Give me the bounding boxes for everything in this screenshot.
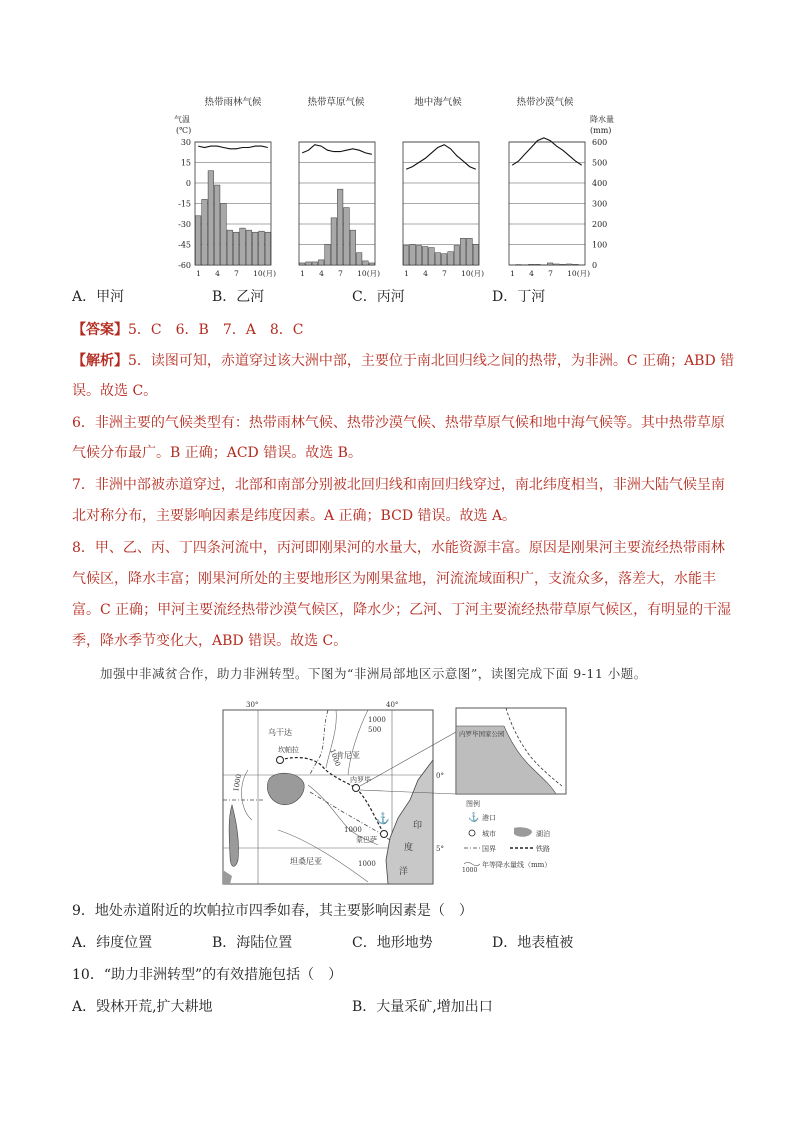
precip-bar	[202, 199, 208, 265]
precip-bar	[422, 247, 428, 265]
option-d-top[interactable]: D．丁河	[492, 289, 546, 305]
legend-isohyet-value: 1000	[462, 867, 478, 874]
legend-lake-icon	[514, 827, 532, 837]
temperature-line	[406, 145, 476, 170]
precip-bar	[306, 262, 312, 265]
precip-bar	[441, 254, 447, 265]
isohyet-label-2: 500	[368, 726, 382, 734]
x-tick-label: 7	[338, 269, 343, 278]
analysis-line-1	[72, 350, 734, 372]
city-mombasa	[381, 831, 388, 838]
option-a-top[interactable]: A．甲河	[72, 289, 125, 305]
precip-bar	[403, 246, 409, 265]
precip-bar	[448, 252, 454, 265]
precip-bar	[560, 264, 566, 265]
precip-bar	[240, 228, 246, 265]
precip-bar	[265, 232, 271, 265]
precip-axis-unit: (mm)	[590, 126, 612, 135]
analysis-line-7: 8．甲、乙、丙、丁四条河流中，丙河即刚果河的水量大，水能资源丰富。原因是刚果河主要流经热带雨林	[72, 540, 725, 556]
intro-text: 加强中非减贫合作，助力非洲转型。下图为“非洲局部地区示意图”，读图完成下面 9-11 小题。	[100, 666, 647, 681]
label-tanzania: 坦桑尼亚	[290, 857, 322, 866]
isohyet-label-4: 1000	[232, 773, 244, 793]
precip-bar	[369, 263, 375, 265]
precip-bar	[350, 230, 356, 265]
precip-tick-label: 400	[592, 179, 608, 188]
q10-option-a[interactable]: A．毁林开荒,扩大耕地	[72, 999, 213, 1015]
x-tick-label: 7	[234, 269, 239, 278]
temp-tick-label: -15	[178, 199, 191, 209]
temp-axis-label: 气温	[174, 115, 190, 124]
q9-stem: 9．地处赤道附近的坎帕拉市四季如春，其主要影响因素是（ ）	[72, 903, 473, 919]
legend-port: 港口	[482, 814, 496, 822]
analysis-line-10: 季，降水季节变化大，ABD 错误。故选 C。	[72, 633, 348, 649]
label-mombasa: 蒙巴萨	[356, 836, 377, 844]
q9-option-b[interactable]: B．海陆位置	[212, 935, 293, 951]
precip-bar	[573, 264, 579, 265]
precip-bar	[259, 231, 265, 265]
analysis-line-4: 气候分布最广。B 正确；ACD 错误。故选 B。	[72, 445, 362, 461]
precip-bar	[435, 253, 441, 265]
precip-tick-label: 500	[592, 158, 608, 168]
chart-title-rainforest: 热带雨林气候	[204, 97, 262, 108]
precip-bar	[454, 246, 460, 265]
legend-title: 图例	[466, 800, 480, 808]
x-tick-label: 7	[442, 269, 447, 278]
climate-charts	[170, 90, 620, 285]
precip-bar	[299, 263, 305, 265]
temp-axis-unit: (℃)	[176, 126, 192, 135]
precip-bar	[221, 204, 227, 266]
inset-title: 内罗毕国家公园	[459, 730, 505, 738]
precip-bar	[246, 230, 252, 265]
analysis-line-5: 7．非洲中部被赤道穿过，北部和南部分别被北回归线和南回归线穿过，南北纬度相当，非洲大陆气候呈南	[72, 477, 725, 493]
city-nairobi	[353, 785, 360, 792]
analysis-text-1: 5．读图可知，赤道穿过该大洲中部，主要位于南北回归线之间的热带，为非洲。C 正确；ABD 错	[128, 353, 735, 369]
port-icon: ⚓	[376, 812, 390, 825]
label-ocean-2: 度	[404, 843, 414, 853]
x-tick-label: 4	[319, 269, 324, 278]
temp-tick-label: 15	[180, 158, 191, 168]
legend-city: 城市	[482, 830, 496, 838]
precip-bar	[429, 248, 435, 265]
temperature-line	[198, 146, 268, 149]
analysis-label: 【解析】	[72, 353, 128, 369]
legend-port-icon: ⚓	[468, 813, 480, 823]
x-tick-label: 10(月)	[357, 269, 381, 278]
answer-text: 5．C 6．B 7．A 8．C	[128, 322, 304, 338]
legend-border: 国界	[482, 845, 496, 853]
label-kampala: 坎帕拉	[278, 746, 299, 754]
isohyet-label-1: 1000	[368, 716, 386, 724]
precip-bar	[528, 264, 534, 265]
isohyet-label-3: 1000	[328, 747, 342, 768]
temp-tick-label: -30	[178, 220, 191, 229]
lat-label-0: 0°	[436, 772, 444, 780]
label-uganda: 乌干达	[268, 728, 292, 737]
analysis-line-8: 气候区，降水丰富；刚果河所处的主要地形区为刚果盆地，河流流域面积广，支流众多，落差大，水能丰	[72, 571, 716, 587]
q9-option-a[interactable]: A．纬度位置	[72, 935, 153, 951]
label-ocean-1: 印	[413, 821, 423, 831]
precip-bar	[227, 230, 233, 265]
lon-label-30: 30°	[246, 701, 259, 709]
x-tick-label: 10(月)	[253, 269, 277, 278]
label-kenya: 肯尼亚	[336, 751, 360, 760]
precip-bar	[195, 216, 201, 265]
legend-isohyet: 年等降水量线（mm）	[482, 861, 552, 869]
q10-stem: 10．“助力非洲转型”的有效措施包括（ ）	[72, 967, 343, 983]
q9-option-d[interactable]: D．地表植被	[492, 935, 574, 951]
precip-bar	[554, 264, 560, 265]
precip-bar	[337, 189, 343, 265]
lat-label-5: 5°	[436, 845, 444, 853]
precip-bar	[467, 238, 473, 265]
chart-title-savanna: 热带草原气候	[307, 97, 365, 108]
precip-bar	[473, 245, 479, 266]
precip-bar	[535, 264, 541, 265]
precip-bar	[214, 185, 220, 265]
x-tick-label: 4	[215, 269, 220, 278]
lon-label-40: 40°	[386, 701, 399, 709]
precip-bar	[460, 238, 466, 265]
precip-axis-label: 降水量	[590, 115, 614, 124]
precip-bar	[356, 253, 362, 265]
option-b-top[interactable]: B．乙河	[212, 289, 265, 305]
chart-title-mediterranean: 地中海气候	[414, 97, 462, 108]
precip-bar	[312, 262, 318, 265]
temp-tick-label: -60	[178, 261, 191, 270]
analysis-line-2: 误。故选 C。	[72, 383, 158, 399]
q10-option-b[interactable]: B．大量采矿,增加出口	[352, 999, 493, 1015]
label-ocean-3: 洋	[399, 867, 409, 877]
temp-tick-label: 0	[185, 179, 191, 188]
legend-city-icon	[469, 830, 475, 836]
analysis-line-6: 北对称分布，主要影响因素是纬度因素。A 正确；BCD 错误。故选 A。	[72, 508, 517, 524]
legend-railway: 铁路	[536, 845, 550, 853]
temp-tick-label: 30	[180, 138, 191, 147]
x-tick-label: 10(月)	[461, 269, 485, 278]
answer-line	[72, 319, 303, 341]
x-tick-label: 1	[196, 269, 201, 278]
precip-bar	[252, 232, 258, 265]
isohyet-label-5: 1000	[344, 826, 362, 834]
precip-bar	[344, 208, 350, 265]
label-nairobi: 内罗毕	[350, 776, 371, 784]
precip-bar	[547, 263, 553, 265]
temperature-line	[302, 145, 372, 155]
city-kampala	[277, 757, 284, 764]
precip-bar	[331, 218, 337, 265]
precip-bar	[318, 260, 324, 265]
analysis-line-9: 富。C 正确；甲河主要流经热带沙漠气候区，降水少；乙河、丁河主要流经热带草原气候区，有明显的干湿	[72, 602, 732, 618]
x-tick-label: 7	[548, 269, 553, 278]
precip-tick-label: 0	[592, 261, 598, 270]
q9-option-c[interactable]: C．地形地势	[352, 935, 433, 951]
legend-lake: 湖泊	[536, 830, 550, 838]
precip-bar	[410, 245, 416, 266]
x-tick-label: 4	[423, 269, 428, 278]
precip-bar	[233, 232, 239, 265]
chart-title-desert: 热带沙漠气候	[516, 97, 574, 108]
precip-bar	[566, 264, 572, 265]
precip-tick-label: 600	[592, 138, 608, 147]
africa-map-figure	[218, 700, 570, 890]
x-tick-label: 10(月)	[567, 269, 591, 278]
precip-bar	[208, 171, 214, 265]
precip-tick-label: 300	[592, 199, 608, 209]
precip-tick-label: 200	[592, 220, 608, 229]
x-tick-label: 1	[300, 269, 305, 278]
precip-bar	[363, 261, 369, 265]
x-tick-label: 4	[529, 269, 534, 278]
precip-bar	[325, 245, 331, 266]
answer-label: 【答案】	[72, 322, 128, 338]
option-c-top[interactable]: C．丙河	[352, 289, 405, 305]
x-tick-label: 1	[404, 269, 409, 278]
isohyet-label-6: 1000	[358, 860, 376, 868]
precip-tick-label: 100	[592, 240, 608, 250]
x-tick-label: 1	[510, 269, 515, 278]
temp-tick-label: -45	[178, 240, 191, 250]
analysis-line-3: 6．非洲主要的气候类型有：热带雨林气候、热带沙漠气候、热带草原气候和地中海气候等。其中热带草原	[72, 415, 725, 431]
precip-bar	[416, 246, 422, 265]
